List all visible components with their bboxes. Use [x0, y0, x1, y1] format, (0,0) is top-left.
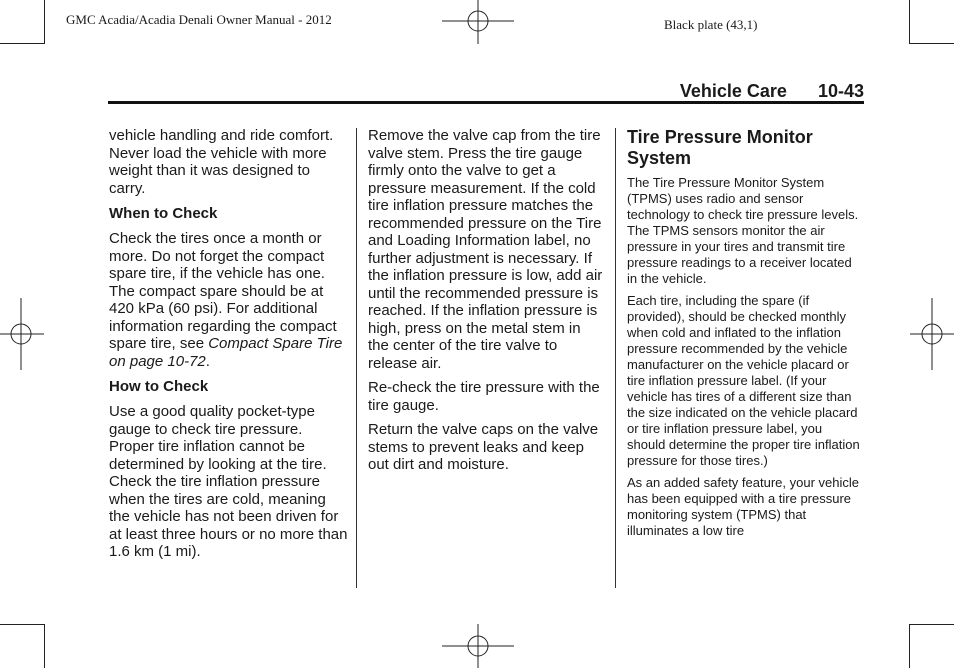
crop-mark-br-v — [909, 624, 910, 668]
registration-mark-left-icon — [0, 296, 44, 372]
registration-mark-top-icon — [440, 0, 516, 44]
column-3 — [627, 127, 863, 539]
plate-manual-title: GMC Acadia/Acadia Denali Owner Manual - 2012 — [66, 12, 332, 27]
header-rule — [108, 101, 864, 104]
registration-mark-right-icon — [910, 296, 954, 372]
page-number: 10-43 — [817, 81, 864, 101]
paragraph-when-to-check — [109, 230, 349, 370]
paragraph-tpms-monthly-check: Each tire, including the spare (if provided), should be checked monthly when cold and inflated to the inflation pressure recommended by the vehicle manufacturer on the vehicle placard or tire inflation pressure label. (If your vehicle has tires of a different size than the size indicated on the vehicle placard or tire inflation pressure label, you should determine the proper tire inflation pressure for those tires.) — [627, 293, 860, 468]
paragraph-return-valve-caps: Return the valve caps on the valve stems to prevent leaks and keep out dirt and moisture. — [368, 421, 599, 473]
paragraph-tpms-intro: The Tire Pressure Monitor System (TPMS) uses radio and sensor technology to check tire pressure levels. The TPMS sensors monitor the air pressure in your tires and transmit tire pressure readings to a receiver located in the vehicle. — [627, 175, 859, 286]
paragraph-recheck-pressure: Re-check the tire pressure with the tire gauge. — [368, 379, 600, 414]
column-1 — [109, 127, 349, 561]
crop-mark-tr-h — [910, 43, 954, 44]
compact-spare-link[interactable]: Compact Spare Tire on page 10-72 — [109, 335, 343, 370]
plate-number: Black plate (43,1) — [664, 17, 758, 32]
column-divider-1 — [356, 128, 357, 588]
heading-how-to-check: How to Check — [109, 378, 209, 395]
crop-mark-bl-h — [0, 624, 44, 625]
running-header — [108, 80, 864, 102]
crop-mark-br-h — [910, 624, 954, 625]
registration-mark-bottom-icon — [440, 624, 516, 668]
column-divider-2 — [615, 128, 616, 588]
crop-mark-tl-h — [0, 43, 44, 44]
heading-when-to-check: When to Check — [109, 205, 218, 222]
paragraph-tpms-safety-feature: As an added safety feature, your vehicle has been equipped with a tire pressure monitoring system (TPMS) that illuminates a low tire — [627, 475, 859, 538]
section-title: Vehicle Care — [679, 81, 787, 101]
column-2 — [368, 127, 604, 474]
paragraph-remove-valve-cap: Remove the valve cap from the tire valve stem. Press the tire gauge firmly onto the valve to get a pressure measurement. If the cold tire inflation pressure matches the recommended pressure on the Tire and Loading Information label, no further adjustment is necessary. If the inflation pressure is low, add air until the recommended pressure is reached. If the inflation pressure is high, press on the metal stem in the center of the tire valve to release air. — [368, 127, 603, 372]
paragraph-how-to-check: Use a good quality pocket-type gauge to check tire pressure. Proper tire inflation cannot be determined by looking at the tire. Check the tire inflation pressure when the tires are cold, meaning the vehicle has not been driven for at least three hours or no more than 1.6 km (1 mi). — [109, 403, 348, 560]
paragraph-load-vehicle: vehicle handling and ride comfort. Never load the vehicle with more weight than it was designed to carry. — [109, 127, 334, 197]
section-heading-tpms: Tire Pressure Monitor System — [627, 127, 813, 168]
when-to-check-end: . — [205, 352, 210, 370]
crop-mark-bl-v — [44, 624, 45, 668]
crop-mark-tr-v — [909, 0, 910, 44]
when-to-check-text: Check the tires once a month or more. Do not forget the compact spare tire, if the vehicle has one. The compact spare should be at 420 kPa (60 psi). For additional information regarding the compact spare tire, see — [109, 230, 337, 352]
crop-mark-tl-v — [44, 0, 45, 44]
